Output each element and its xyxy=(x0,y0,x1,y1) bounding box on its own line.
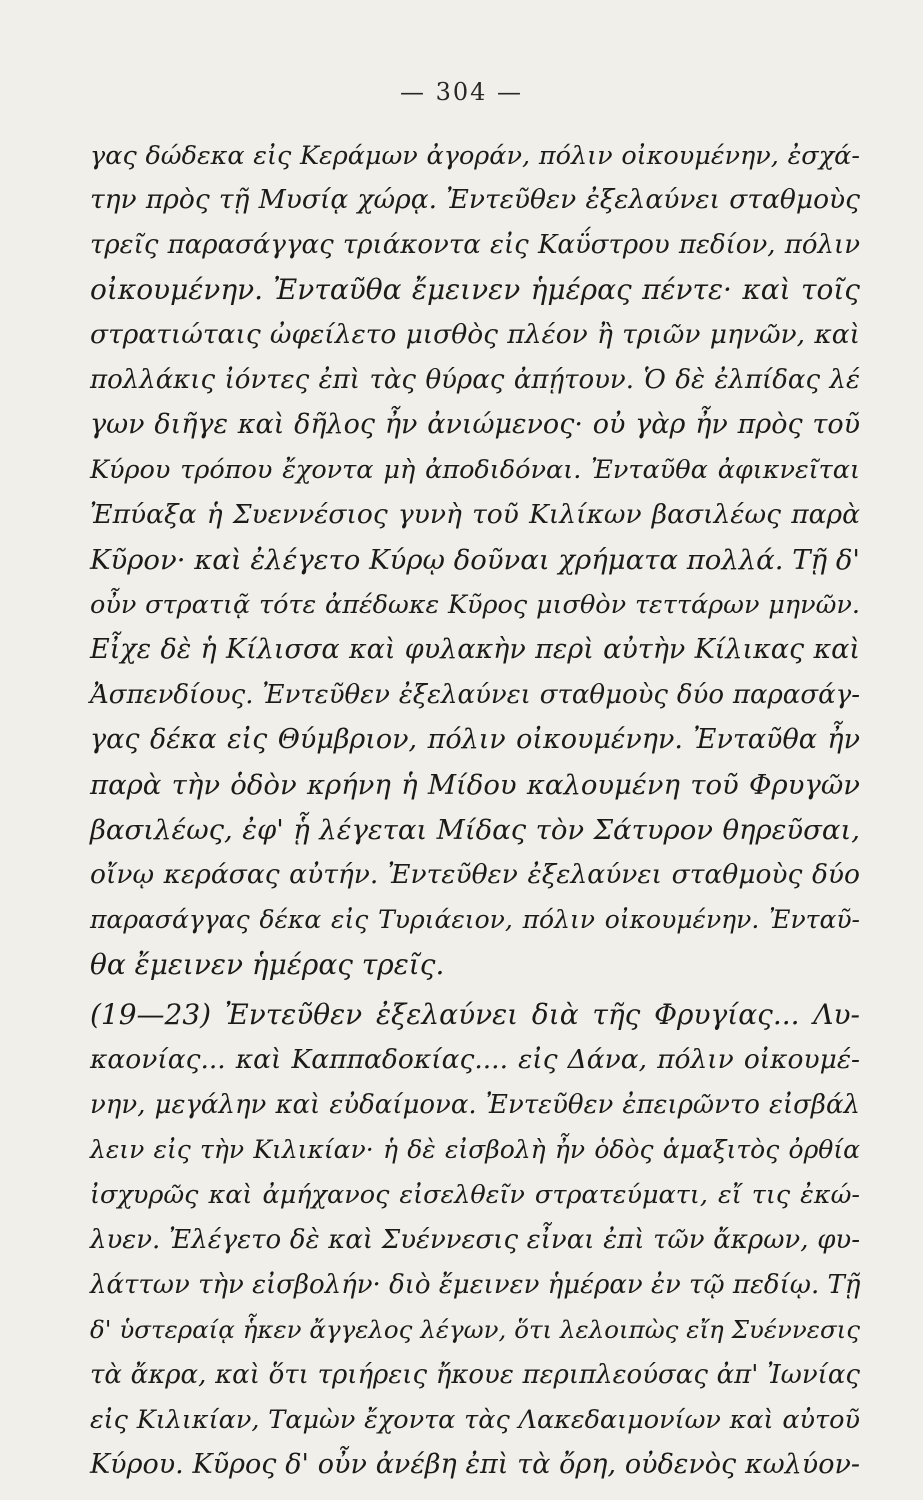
text-line: τὰ ἄκρα, καὶ ὅτι τριήρεις ἤκουε περιπλεούσας ἀπ' Ἰωνίας xyxy=(90,1360,860,1390)
text-line: πολλάκις ἰόντες ἐπὶ τὰς θύρας ἀπῄτουν. Ὁ δὲ ἐλπίδας λέ xyxy=(90,365,860,395)
text-line: την πρὸς τῇ Μυσίᾳ χώρᾳ. Ἐντεῦθεν ἐξελαύνει σταθμοὺς xyxy=(90,184,860,215)
text-line: δ' ὑστεραίᾳ ἧκεν ἄγγελος λέγων, ὅτι λελοιπὼς εἴη Συέννεσις xyxy=(90,1315,860,1344)
text-line: λυεν. Ἐλέγετο δὲ καὶ Συέννεσις εἶναι ἐπὶ τῶν ἄκρων, φυ- xyxy=(90,1225,860,1255)
text-line: Κῦρον· καὶ ἐλέγετο Κύρῳ δοῦναι χρήματα πολλά. Τῇ δ' xyxy=(90,544,860,576)
text-line: γας δώδεκα εἰς Κεράμων ἀγοράν, πόλιν οἰκουμένην, ἐσχά- xyxy=(90,141,860,171)
text-line: νην, μεγάλην καὶ εὐδαίμονα. Ἐντεῦθεν ἐπειρῶντο εἰσβάλ xyxy=(90,1090,860,1120)
text-line: γων διῆγε καὶ δῆλος ἦν ἀνιώμενος· οὐ γὰρ ἦν πρὸς τοῦ xyxy=(90,409,860,440)
text-line: Κύρου. Κῦρος δ' οὖν ἀνέβη ἐπὶ τὰ ὄρη, οὐδενὸς κωλύον- xyxy=(90,1449,860,1480)
text-line: Κύρου τρόπου ἔχοντα μὴ ἀποδιδόναι. Ἐνταῦθα ἀφικνεῖται xyxy=(90,455,860,485)
text-line: θα ἔμεινεν ἡμέρας τρεῖς. xyxy=(90,948,445,981)
text-line: γας δέκα εἰς Θύμβριον, πόλιν οἰκουμένην. Ἐνταῦθα ἦν xyxy=(90,724,860,755)
text-line: οἴνῳ κεράσας αὐτήν. Ἐντεῦθεν ἐξελαύνει σταθμοὺς δύο xyxy=(90,859,860,890)
text-line: Εἶχε δὲ ἡ Κίλισσα καὶ φυλακὴν περὶ αὐτὴν Κίλικας καὶ xyxy=(90,634,860,665)
text-line: παρασάγγας δέκα εἰς Τυριάειον, πόλιν οἰκουμένην. Ἐνταῦ- xyxy=(90,905,860,934)
text-line: παρὰ τὴν ὁδὸν κρήνη ἡ Μίδου καλουμένη τοῦ Φρυγῶν xyxy=(90,769,860,801)
text-line: στρατιώταις ὠφείλετο μισθὸς πλέον ἢ τριῶν μηνῶν, καὶ xyxy=(90,319,860,350)
text-line: λειν εἰς τὴν Κιλικίαν· ἡ δὲ εἰσβολὴ ἦν ὁδὸς ἁμαξιτὸς ὀρθία xyxy=(90,1135,860,1164)
text-line: ἰσχυρῶς καὶ ἀμήχανος εἰσελθεῖν στρατεύματι, εἴ τις ἐκώ- xyxy=(90,1180,860,1210)
page-number: — 304 — xyxy=(399,78,524,106)
text-line: εἰς Κιλικίαν, Ταμὼν ἔχοντα τὰς Λακεδαιμονίων καὶ αὐτοῦ xyxy=(90,1405,860,1435)
text-line: βασιλέως, ἐφ' ᾗ λέγεται Μίδας τὸν Σάτυρον θηρεῦσαι, xyxy=(90,814,860,846)
text-line: Ἀσπενδίους. Ἐντεῦθεν ἐξελαύνει σταθμοὺς δύο παρασάγ- xyxy=(90,680,860,710)
text-line: Ἐπύαξα ἡ Συεννέσιος γυνὴ τοῦ Κιλίκων βασιλέως παρὰ xyxy=(90,499,860,530)
text-line: οὖν στρατιᾷ τότε ἀπέδωκε Κῦρος μισθὸν τεττάρων μηνῶν. xyxy=(90,590,860,620)
text-line: λάττων τὴν εἰσβολήν· διὸ ἔμεινεν ἡμέραν ἐν τῷ πεδίῳ. Τῇ xyxy=(90,1270,861,1300)
text-line: τρεῖς παρασάγγας τριάκοντα εἰς Καΰστρου πεδίον, πόλιν xyxy=(90,230,860,260)
text-line: οἰκουμένην. Ἐνταῦθα ἔμεινεν ἡμέρας πέντε· καὶ τοῖς xyxy=(90,273,860,306)
text-line: καονίας... καὶ Καππαδοκίας.... εἰς Δάνα, πόλιν οἰκουμέ- xyxy=(90,1044,860,1075)
text-line: (19—23) Ἐντεῦθεν ἐξελαύνει διὰ τῆς Φρυγίας... Λυ- xyxy=(90,998,860,1031)
